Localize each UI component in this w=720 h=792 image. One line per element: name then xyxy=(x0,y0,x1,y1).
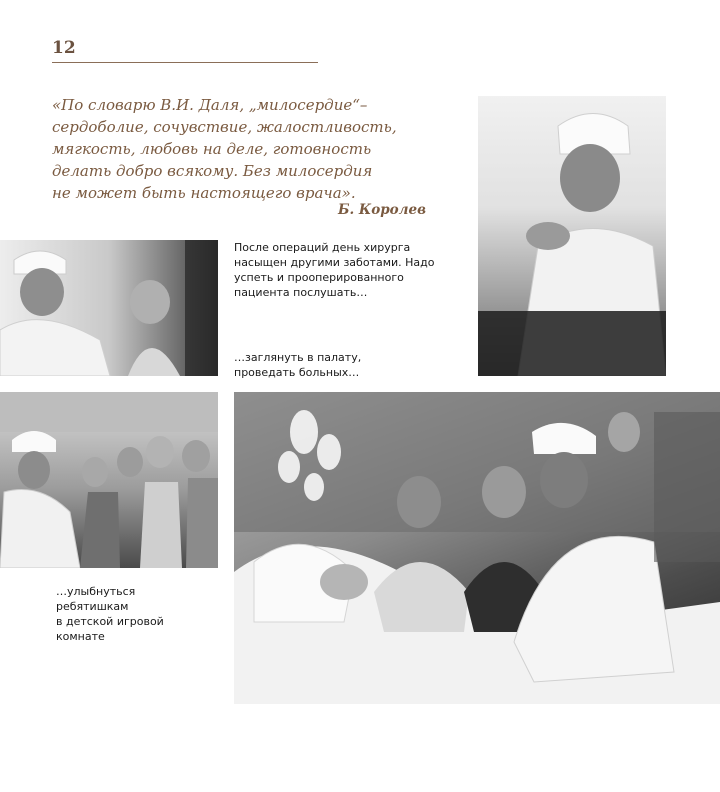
caption-line: проведать больных… xyxy=(234,366,360,379)
quote-line: делать добро всякому. Без милосердия xyxy=(52,162,373,180)
caption-line: ребятишкам xyxy=(56,600,129,613)
caption-line: насыщен другими заботами. Надо xyxy=(234,256,435,269)
quote-author: Б. Королев xyxy=(338,202,427,218)
caption-ward xyxy=(234,350,361,380)
quote-line: мягкость, любовь на деле, готовность xyxy=(52,140,372,158)
caption-line: комнате xyxy=(56,630,105,643)
caption-line: успеть и прооперированного xyxy=(234,271,404,284)
caption-line: …заглянуть в палату, xyxy=(234,351,362,364)
caption-line: …улыбнуться xyxy=(56,585,136,598)
page-number: 12 xyxy=(52,38,76,58)
quote-block xyxy=(52,94,432,204)
photo-surgeon-portrait xyxy=(478,96,666,376)
caption-children xyxy=(56,584,164,644)
quote-line: сердоболие, сочувствие, жалостливость, xyxy=(52,118,397,136)
header-divider xyxy=(52,62,318,63)
photo-children-playroom xyxy=(0,392,218,568)
caption-line: пациента послушать… xyxy=(234,286,368,299)
quote-line: «По словарю В.И. Даля, „милосердие“– xyxy=(52,96,368,114)
photo-doctor-with-boy xyxy=(0,240,218,376)
caption-line: После операций день хирурга xyxy=(234,241,411,254)
caption-after-surgery xyxy=(234,240,435,300)
photo-hospital-ward xyxy=(234,392,720,704)
caption-line: в детской игровой xyxy=(56,615,164,628)
quote-line: не может быть настоящего врача». xyxy=(52,184,356,202)
